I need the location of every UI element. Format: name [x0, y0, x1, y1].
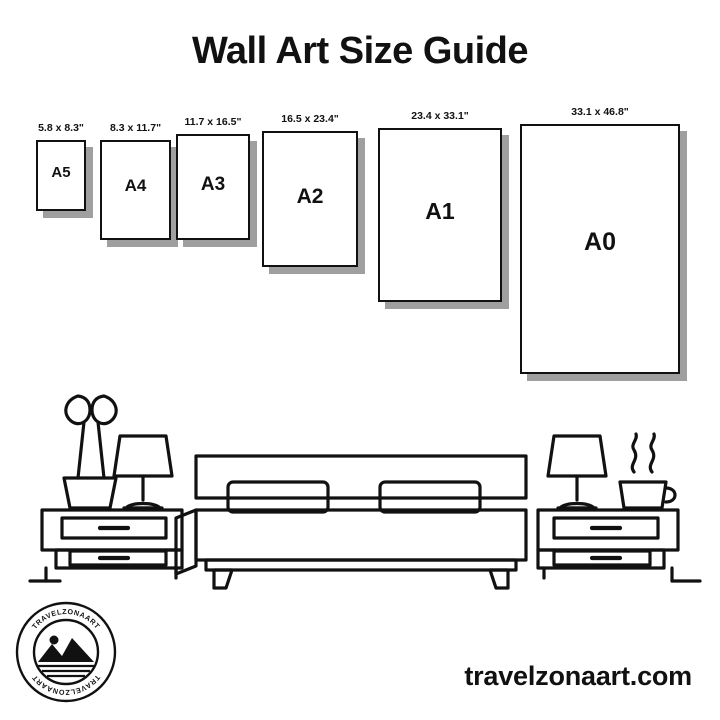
left-nightstand-icon — [42, 510, 182, 581]
frame-dimensions-a2: 16.5 x 23.4" — [281, 113, 339, 125]
frame-dimensions-a5: 5.8 x 8.3" — [38, 122, 84, 134]
brand-logo[interactable] — [14, 600, 118, 704]
frame-label-a1: A1 — [425, 198, 455, 224]
frame-label-a3: A3 — [200, 174, 226, 195]
logo-brand-bottom: TRAVELZONAART — [29, 673, 103, 698]
frame-item-a2[interactable] — [262, 110, 358, 290]
frame-box-a0[interactable] — [520, 124, 680, 374]
frame-dimensions-a4: 8.3 x 11.7" — [109, 122, 162, 134]
frame-label-a5: A5 — [51, 164, 71, 181]
logo-brand-top: TRAVELZONAART — [29, 606, 103, 631]
page-title: Wall Art Size Guide — [191, 30, 529, 72]
frame-label-a4: A4 — [124, 176, 147, 195]
frame-dimensions-a1: 23.4 x 33.1" — [411, 110, 469, 122]
frame-size-row — [0, 106, 720, 400]
frame-box-a4[interactable] — [100, 140, 171, 240]
vase-with-flowers-icon — [64, 396, 116, 508]
frame-box-a3[interactable] — [176, 134, 250, 240]
frame-box-a5[interactable] — [36, 140, 86, 211]
right-table-lamp-icon — [548, 436, 606, 508]
bedroom-scene — [0, 378, 720, 608]
frame-item-a3[interactable] — [176, 110, 250, 270]
frame-label-a0: A0 — [584, 228, 616, 256]
frame-dimensions-a0: 33.1 x 46.8" — [571, 106, 629, 118]
frame-box-a1[interactable] — [378, 128, 502, 302]
frame-item-a0[interactable] — [520, 106, 680, 390]
bed-icon — [176, 456, 526, 588]
right-nightstand-icon — [538, 510, 678, 581]
left-table-lamp-icon — [114, 436, 172, 508]
frame-box-a2[interactable] — [262, 131, 358, 267]
frame-item-a4[interactable] — [100, 110, 171, 260]
logo-mountain-icon — [38, 636, 94, 677]
frame-item-a5[interactable] — [36, 110, 86, 240]
frame-dimensions-a3: 11.7 x 16.5" — [184, 116, 242, 128]
site-url[interactable]: travelzonaart.com — [464, 661, 692, 691]
coffee-cup-icon — [620, 434, 675, 508]
frame-item-a1[interactable] — [378, 110, 502, 320]
frame-label-a2: A2 — [296, 185, 324, 208]
